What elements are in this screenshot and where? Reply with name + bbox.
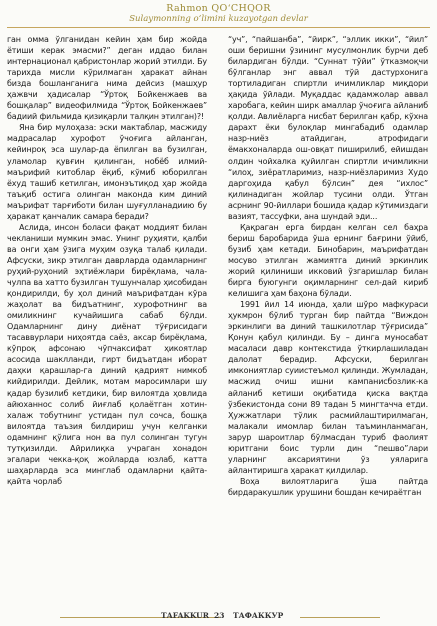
footer-rule-right: [300, 617, 380, 618]
page-footer: [0, 611, 437, 623]
paragraph: Воҳа вилоятларига ўша пайтда бирдаракушлик урушини бошдан кечираётган: [228, 476, 428, 497]
footer-magazine-latin: ТАFAKKUR: [161, 611, 209, 620]
page-number: 23: [214, 611, 225, 620]
paragraph: Яна бир мулоҳаза: эски мактаблар, масжиду мадрасалар хурофот ўчоғига айланган, кейинроқ эса шулар-да ёпилган ва бузилган, уламолар қувғин қилинган, нобёб илмий-маърифий китоблар ёқиб, кўмиб юборилган ёхуд ташиб кетилган, имонэътиқод ҳар жойда таъқиб остига олинган маконда ким диний маърифат тарғиботи билан шуғулланадиию бу ҳаракат қанчалик самара беради?: [7, 123, 207, 221]
header-author: Rahmon QO‘CHQOR: [166, 3, 271, 14]
header-title: Sulaymonning o‘limini kuzayotgan devlar: [129, 14, 308, 24]
paragraph: Қақраган ерга бирдан келган сел баҳра бериш баробарида ўша ернинг бағрини ўйиб, бузиб ҳам кетади. Бинобарин, маърифатдан мосуво этилган жамиятга диний эркинлик жорий қилиниши икковий ўзгаришлар билан бирга буюгунги оқимларнинг сел-дай кириб келишига ҳам баҳона бўлади.: [228, 222, 428, 299]
paragraph: “уч”, “пайшанба”, “йирк”, “эллик икки”, “йил” оши беришни ўзининг мусулмонлик бурчи деб билардиган бўлди. “Суннат тўйи” ўтказмоқчи бўлганлар энг аввал тўй дастурхонига тортиладиган спиртли ичимликлар миқдори ҳақида ўйлади. Муқаддас қадамжолар аввал харобага, кейин ширк амаллар ўчоғига айланиб қолди. Авлиёларга нисбат берилган қабр, кўхна дарахт ёки булоқлар мингабадиб одамлар назр-ниёз атайдиган, атрофидаги ёмакхоналарда ош-овқат пиширилиб, ейишдан олдин чойхалка қуйилган спиртли ичимликни “илоҳ, зиёратларимиз, назр-ниёзларимиз Худо даргоҳида қабул бўлсин” дея “ихлос” қилинадиган жойлар тусини олди. Ўтган асрнинг 90-йиллари бошида қадар кўтимиздаги вазият, тассуфки, ана шундай эди...: [228, 35, 428, 221]
paragraph: ган омма ўлганидан кейин ҳам бир жойда ётиши керак эмасми?” деган иддао билан интернационал қабристонлар жорий этилди. Бу тарихда мисли кўрилмаган ҳаракат айнан бизда бошланганига нима дейсиз (машҳур ҳажвчи ҳадисалар “Ўртоқ Бойкенжаев ва бошқалар” видеофилмида “Ўртоқ Бойкенжаев” бадиий фильмида қизиқарли талқин этилган)?!: [7, 35, 207, 122]
right-column: [228, 34, 428, 600]
running-header: [0, 3, 437, 25]
header-rule: [7, 27, 430, 28]
paragraph: 1991 йил 14 июнда, ҳали шўро мафкураси ҳукмрон бўлиб турган бир пайтда “Виждон эркинлиги ва диний ташкилотлар тўғрисида” Қонун қабул қилинди. Бу – динга муносабат масаласи давр контекстида ўткирлашиладан далолат берадир. Афсуски, берилган имкониятлар суиистеъмол қилинди. Жумладан, масжид очиш ишни кампанисбозлик-ка айланиб кетиши оқибатида қиска вақтда ўзбекистонда сони 89 тадан 5 мингтачча етди. Ҳужжатлари тўлик расмийлаштирилмаган, малакали имомлар билан таъминланмаган, зарур шароитлар бўлмасдан туриб фаолият юритгани боис турли дин “пешво”лари уларнинг аксариятини ўз уяларига айлантиришга ҳаракат қилдилар.: [228, 300, 428, 475]
footer-magazine-cyrillic: ТАФАККУР: [233, 611, 284, 620]
paragraph: Аслида, инсон боласи фақат моддият билан чекланиши мумкин эмас. Унинг руҳияти, қалби ва онги ҳам ўзига муҳим озуқа талаб қилади. Афсуски, зикр этилган даврларда одамларнинг руҳий-руҳоний эҳтиёжлари бирёқлама, чала-чулпа ва хатто бузилган тушунчалар ҳисобидан қондирилди, бу ҳол диний маърифатдан кўра жаҳолат ва бидъатнинг, хурофотнинг ва омиликнинг кучайишига сабаб бўлди. Одамларнинг дину диёнат тўғрисидаги тасаввурлари ниҳоятда саёз, аксар бирёқлама, кўпроқ афсонаю чўпчаксифат ҳикоятлар асосида шаклланди, гирт бидъатдан иборат даҳки қарашлар-га диний қадрият нимкоб кийдирилди. Дейлик, мотам маросимлари шу қадар бузилиб кетдики, бир вилоятда ҳовлида айюханнос солиб йиғлаб қолаётган хотин-халаж тобутнинг устидан пул сочса, бошқа вилоятда таъзия билдириш учун келганки одамнинг қўлига нон ва пул солинган тугун тутқизилди. Айрилиқка учраган хонадон эгалари чекка-қоқ жойларда юзлаб, катта шаҳарларда эса минглаб одамларни қайта-қайта чорлаб: [7, 222, 207, 486]
left-column: [7, 34, 207, 600]
